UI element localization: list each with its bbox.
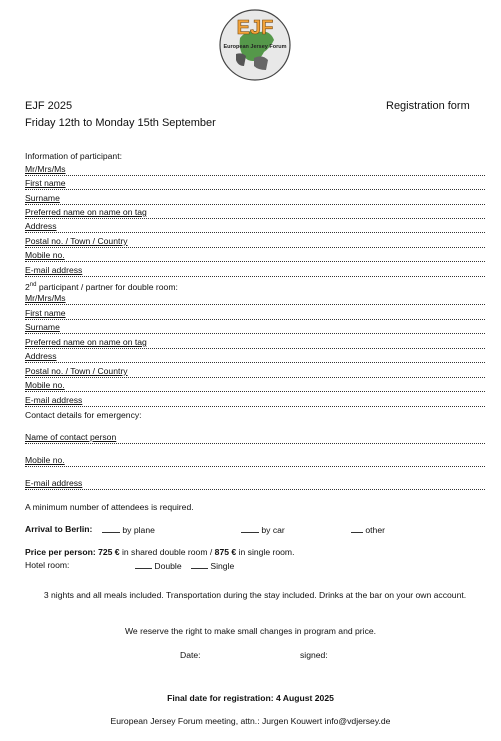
svg-text:European Jersey Forum: European Jersey Forum	[223, 44, 287, 50]
hotel-label: Hotel room:	[25, 560, 70, 570]
emergency-contact-name-field[interactable]: Name of contact person	[25, 432, 485, 444]
hotel-single-blank[interactable]	[191, 560, 208, 569]
participant-surname-field[interactable]: Surname	[25, 193, 485, 205]
partner-title-field[interactable]: Mr/Mrs/Ms	[25, 293, 485, 305]
hotel-single-option[interactable]: Single	[191, 560, 234, 571]
registration-deadline: Final date for registration: 4 August 2025	[167, 693, 334, 703]
participant-postal-field[interactable]: Postal no. / Town / Country	[25, 236, 485, 248]
participant-address-field[interactable]: Address	[25, 221, 485, 233]
form-title: Registration form	[386, 100, 470, 112]
participant-email-field[interactable]: E-mail address	[25, 265, 485, 277]
price-line: Price per person: 725 € in shared double room / 875 € in single room.	[25, 547, 295, 557]
partner-surname-field[interactable]: Surname	[25, 322, 485, 334]
arrival-plane-option[interactable]: by plane	[102, 524, 155, 535]
arrival-label: Arrival to Berlin:	[25, 524, 93, 534]
signed-label: signed:	[300, 650, 328, 660]
participant-mobile-field[interactable]: Mobile no.	[25, 250, 485, 262]
partner-mobile-field[interactable]: Mobile no.	[25, 380, 485, 392]
partner-tag-name-field[interactable]: Preferred name on name on tag	[25, 337, 485, 349]
arrival-plane-blank[interactable]	[102, 524, 120, 533]
emergency-mobile-field[interactable]: Mobile no.	[25, 455, 485, 467]
participant-first-name-field[interactable]: First name	[25, 178, 485, 190]
arrival-other-option[interactable]: other	[351, 524, 385, 535]
date-label: Date:	[180, 650, 201, 660]
partner-heading: 2nd participant / partner for double room:	[25, 282, 178, 292]
participant-title-field[interactable]: Mr/Mrs/Ms	[25, 164, 485, 176]
min-attendees-note: A minimum number of attendees is required.	[25, 502, 194, 512]
event-title: EJF 2025	[25, 100, 73, 112]
footer-contact: European Jersey Forum meeting, attn.: Jurgen Kouwert info@vdjersey.de	[110, 716, 391, 726]
partner-postal-field[interactable]: Postal no. / Town / Country	[25, 366, 485, 378]
svg-text:EJF: EJF	[236, 17, 274, 39]
hotel-double-option[interactable]: Double	[135, 560, 182, 571]
ejf-logo	[218, 8, 292, 82]
partner-address-field[interactable]: Address	[25, 351, 485, 363]
arrival-car-option[interactable]: by car	[241, 524, 285, 535]
event-dates: Friday 12th to Monday 15th September	[25, 117, 216, 129]
partner-email-field[interactable]: E-mail address	[25, 395, 485, 407]
participant-heading: Information of participant:	[25, 151, 122, 161]
reserve-note: We reserve the right to make small changes in program and price.	[124, 626, 377, 636]
hotel-double-blank[interactable]	[135, 560, 152, 569]
included-note: 3 nights and all meals included. Transportation during the stay included. Drinks at the bar on your own account.	[43, 590, 467, 600]
emergency-email-field[interactable]: E-mail address	[25, 478, 485, 490]
arrival-other-blank[interactable]	[351, 524, 363, 533]
arrival-car-blank[interactable]	[241, 524, 259, 533]
participant-tag-name-field[interactable]: Preferred name on name on tag	[25, 207, 485, 219]
partner-first-name-field[interactable]: First name	[25, 308, 485, 320]
emergency-heading: Contact details for emergency:	[25, 410, 142, 420]
